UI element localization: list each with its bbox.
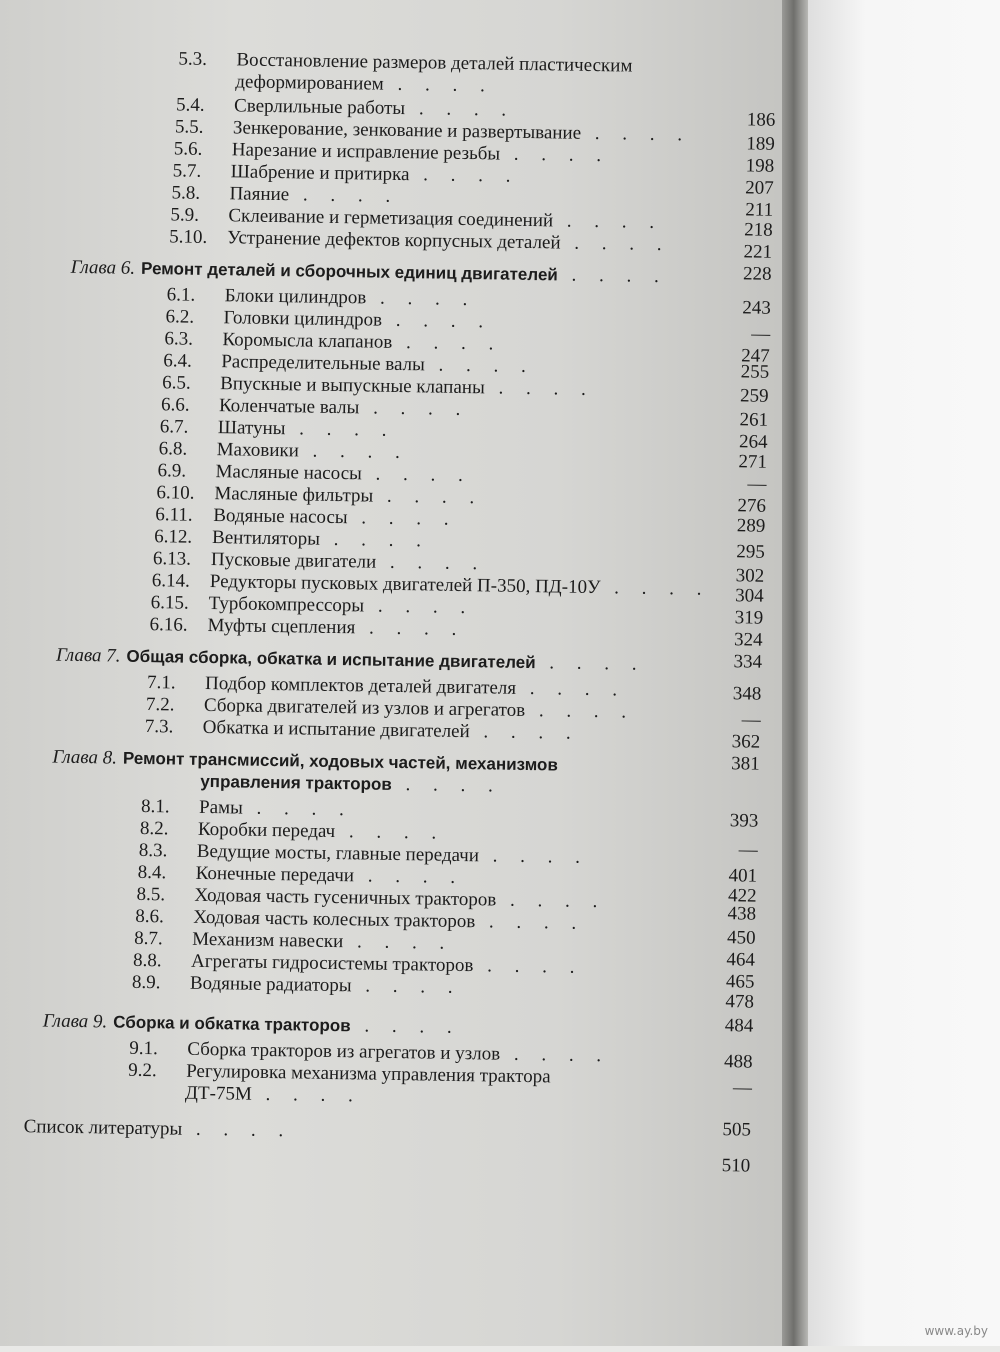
leader-dots: . . . . [298,440,410,464]
section-number: 8.4. [137,861,167,884]
leader-dots: . . . . [557,264,668,288]
page-number: — [747,473,767,495]
leader-dots: . . . . [376,551,487,575]
entry-title: деформированием [235,71,384,95]
page-number: 422 [727,885,757,907]
entry-title: Шабрение и притирка [230,161,410,186]
section-number: 8.3. [138,839,168,862]
leader-dots: . . . . [343,931,454,954]
page-number: 510 [721,1155,751,1177]
page-number: 218 [743,219,773,241]
entry-title: Устранение дефектов корпусных деталей [227,227,561,254]
page-number: 488 [723,1051,753,1073]
toc-entry [71,257,668,288]
section-number: 6.7. [159,416,189,438]
entry-title: Ведущие мосты, главные передачи [196,840,480,867]
entry-title: Шатуны [217,417,286,440]
chapter-label: Глава 8. [52,746,118,769]
leader-dots: . . . . [359,397,470,421]
entry-title: Масляные фильтры [214,483,374,507]
entry-title: Коромысла клапанов [222,329,393,353]
section-number: 7.3. [144,716,174,738]
leader-dots: . . . . [319,528,431,552]
entry-title: Рамы [198,796,244,819]
leader-dots: . . . . [409,164,520,187]
entry-title: Водяные радиаторы [189,972,352,997]
page-number: 255 [740,361,770,383]
leader-dots: . . . . [351,975,462,999]
page-number: 505 [722,1119,752,1141]
leader-dots: . . . . [524,699,636,723]
section-number [127,1098,185,1099]
entry-title: Сборка двигателей из узлов и агрегатов [203,694,526,721]
entry-title: Регулировка механизма управления трактора [186,1060,551,1088]
entry-title: Ремонт деталей и сборочных единиц двигателей [140,258,558,285]
section-number [142,786,200,787]
section-number: 6.11. [155,504,193,526]
section-number: 5.8. [171,182,201,204]
page-number: 221 [743,241,773,263]
section-number: 6.16. [149,614,188,636]
entry-title: Масляные насосы [215,461,363,485]
section-number: 7.1. [146,672,176,694]
leader-dots: . . . . [383,73,494,97]
leader-dots: . . . . [353,865,465,889]
page-number: 259 [739,385,769,407]
section-number: 6.13. [152,548,192,570]
page-number: 295 [736,541,765,563]
section-number: 6.15. [150,592,189,614]
section-number: 6.8. [158,438,188,460]
page-number: 381 [730,753,760,775]
leader-dots: . . . . [560,232,671,256]
section-number: 7.2. [145,694,175,716]
entry-title: Конечные передачи [195,862,355,887]
section-number: 5.9. [170,204,200,226]
entry-title: ДТ-75М [184,1082,252,1105]
page-number: 186 [746,109,776,131]
leader-dots: . . . . [552,210,664,234]
entry-title: Коленчатые валы [218,395,360,419]
entry-title: Вентиляторы [211,527,321,550]
entry-title: Турбокомпрессоры [208,592,365,617]
entry-title: Головки цилиндров [223,307,383,331]
leader-dots: . . . . [580,122,692,146]
section-number: 9.1. [129,1037,158,1060]
toc-entry [56,645,646,676]
page-number: 401 [728,865,758,887]
leader-dots: . . . . [496,889,607,913]
page-number: 484 [724,1015,754,1037]
page-number: 393 [729,810,759,832]
section-number: 8.2. [139,817,169,840]
leader-dots: . . . . [475,911,586,934]
section-number: 6.14. [151,570,191,592]
page-number: 304 [735,585,764,607]
entry-title: Обкатка и испытание двигателей [202,716,470,743]
entry-title: Ремонт трансмиссий, ходовых частей, механизмов [122,748,559,775]
leader-dots: . . . . [251,1083,362,1107]
section-number: 6.5. [162,372,191,394]
leader-dots: . . . . [404,98,516,121]
entry-title: Пусковые двигатели [210,549,377,573]
entry-title: Редукторы пусковых двигателей П-350, ПД-10У [209,571,601,599]
entry-title: Подбор комплектов деталей двигателя [204,672,517,699]
chapter-label: Глава 7. [55,644,121,667]
section-number: 5.7. [172,160,202,182]
entry-title: Механизм навески [192,928,344,953]
section-number: 6.1. [166,284,196,306]
page-number: — [732,1077,753,1099]
toc-entry [132,972,462,999]
watermark: www.ay.by [924,1324,988,1338]
entry-title: Склеивание и герметизация соединений [228,205,554,232]
entry-title: Восстановление размеров деталей пластическим [236,49,633,77]
leader-dots: . . . . [361,463,473,487]
entry-title: Впускные и выпускные клапаны [220,373,485,399]
section-number: 8.8. [132,949,162,972]
book-page-right [808,0,1000,1346]
leader-dots: . . . . [499,143,611,167]
section-number: 6.10. [156,482,195,504]
page-number: 348 [732,683,762,705]
section-number: 5.10. [169,226,208,248]
leader-dots: . . . . [469,721,580,744]
section-number: 8.6. [135,905,165,928]
section-number: 6.2. [165,306,195,328]
page-number: 271 [738,451,768,473]
chapter-label: Глава 6. [70,256,136,279]
section-number: 6.4. [163,350,192,372]
leader-dots: . . . . [289,184,400,207]
section-number: 6.6. [160,394,190,416]
page-number: 465 [725,971,755,993]
entry-title: Сверлильные работы [233,95,406,120]
page-number: 211 [745,199,774,221]
leader-dots: . . . . [373,485,484,509]
page-number: 247 [741,345,770,367]
toc-entry [43,1010,461,1039]
leader-dots: . . . . [600,577,711,600]
section-number: 8.9. [131,971,161,994]
page-number: 438 [727,903,757,925]
leader-dots: . . . . [242,797,354,821]
page-number: — [751,323,771,345]
leader-dots: . . . . [484,377,595,401]
section-number: 6.9. [157,460,187,482]
entry-title: Список литературы [23,1116,183,1140]
page-number: 478 [725,991,755,1013]
page-number: 243 [742,297,771,319]
toc-entry [127,1082,362,1108]
page-number: 324 [733,629,763,651]
toc-entry [177,70,494,97]
section-number: 6.12. [153,526,193,548]
section-number: 9.2. [128,1059,157,1082]
page-number: 302 [735,565,765,587]
leader-dots: . . . . [478,845,590,868]
leader-dots: . . . . [364,595,475,619]
page-number: 464 [726,949,756,971]
entry-title: Коробки передач [197,818,336,843]
entry-title: Муфты сцепления [207,614,356,639]
leader-dots: . . . . [366,287,477,311]
page-number: — [738,839,758,861]
leader-dots: . . . . [391,773,503,797]
page-number: 264 [738,431,768,453]
chapter-label: Глава 9. [42,1010,108,1033]
entry-title: Маховики [216,439,300,462]
leader-dots: . . . . [392,331,503,355]
entry-title: Нарезание и исправление резьбы [231,139,501,165]
leader-dots: . . . . [499,1043,611,1067]
entry-title: Распределительные валы [221,351,426,376]
page-number: 189 [746,133,775,155]
leader-dots: . . . . [424,354,536,378]
page-number: 289 [736,515,766,537]
section-number: 8.5. [136,883,166,906]
leader-dots: . . . . [355,617,466,641]
toc-entry [142,770,502,798]
page-number: 450 [726,927,756,949]
entry-title: Ходовая часть гусеничных тракторов [194,884,497,911]
section-number: 5.4. [175,94,205,116]
page-number: 207 [745,177,774,199]
toc-entry [24,1116,293,1142]
entry-title: Ходовая часть колесных тракторов [193,906,476,933]
entry-title: управления тракторов [200,771,393,794]
section-number: 5.3. [178,48,208,70]
leader-dots: . . . . [473,955,584,978]
page-number: 334 [733,651,763,673]
leader-dots: . . . . [182,1118,293,1142]
section-number [177,86,235,87]
entry-title: Зенкерование, зенкование и развертывание [232,117,582,144]
section-number: 8.7. [134,927,163,950]
section-number: 8.1. [140,795,170,818]
page-number: 276 [737,495,767,517]
entry-title: Агрегаты гидросистемы тракторов [190,950,474,977]
entry-title: Общая сборка, обкатка и испытание двигателей [126,646,536,673]
page-number: 261 [739,409,769,431]
page-number: 319 [734,607,764,629]
leader-dots: . . . . [381,309,493,333]
page-number: 228 [742,263,772,285]
leader-dots: . . . . [350,1015,461,1039]
entry-title: Сборка и обкатка тракторов [113,1012,351,1036]
page-number: — [741,709,761,731]
entry-title: Сборка тракторов из агрегатов и узлов [187,1038,501,1065]
leader-dots: . . . . [335,821,446,844]
leader-dots: . . . . [347,507,458,530]
section-number: 5.6. [173,138,203,160]
page-number: 198 [745,155,775,177]
page-number: 362 [731,731,761,753]
entry-title: Паяние [229,183,290,206]
section-number: 6.3. [164,328,194,350]
entry-title: Водяные насосы [213,505,348,529]
leader-dots: . . . . [535,652,646,675]
leader-dots: . . . . [515,677,627,701]
entry-title: Блоки цилиндров [224,285,367,309]
section-number: 5.5. [174,116,204,138]
leader-dots: . . . . [285,418,396,441]
toc-entry [149,614,465,641]
